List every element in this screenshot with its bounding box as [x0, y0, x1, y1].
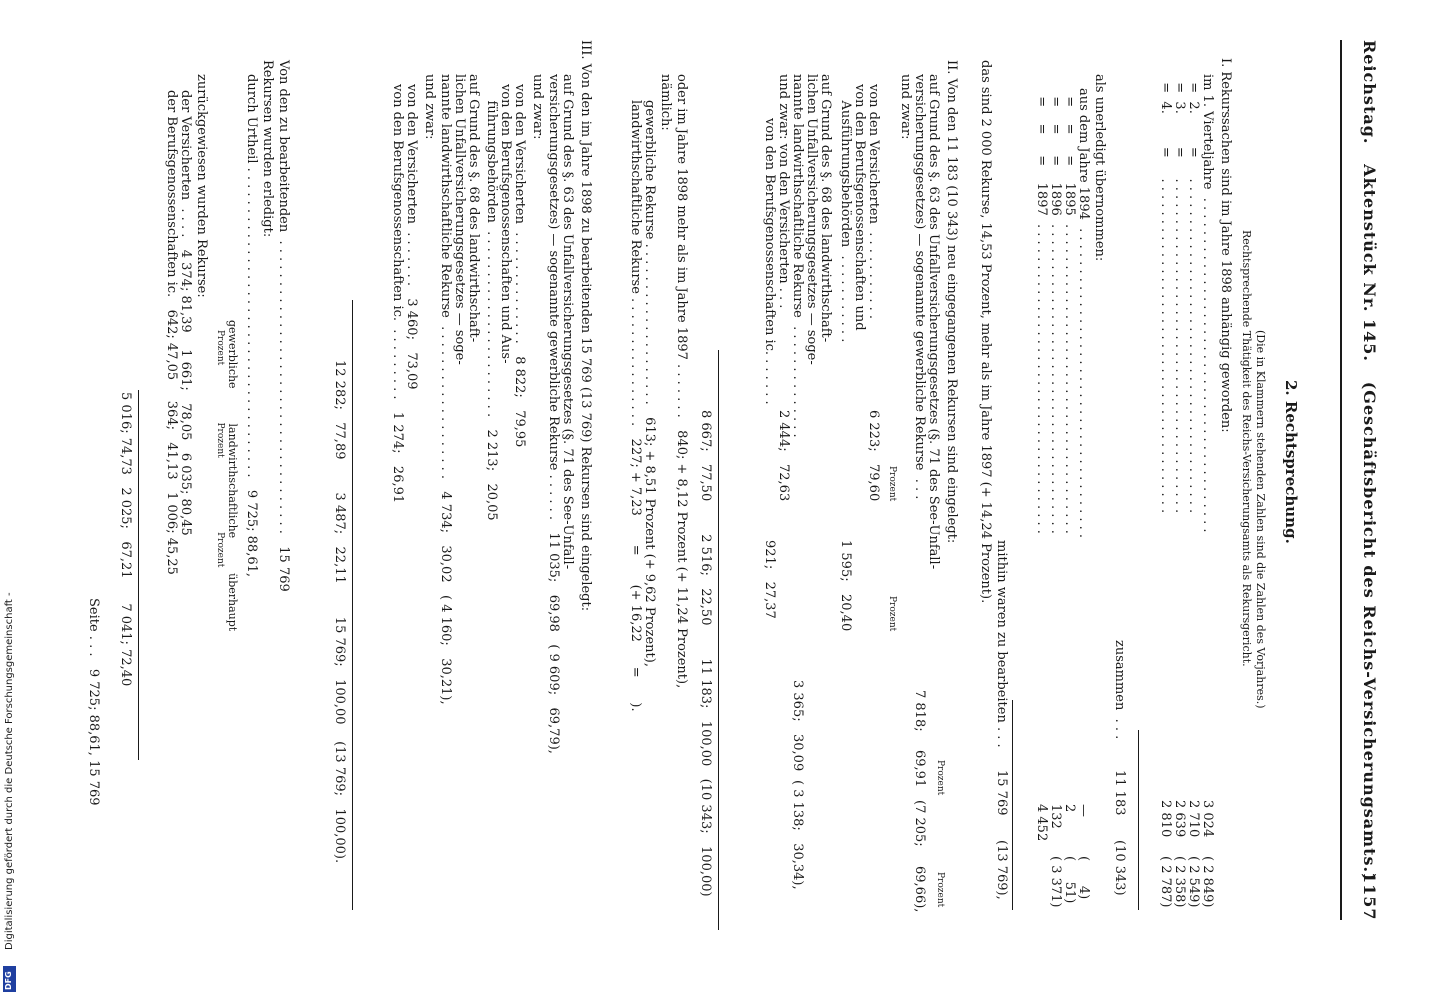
- part2-prozent-label: Prozent: [935, 872, 945, 908]
- part1-row-prev: ( 2 787): [1158, 856, 1173, 908]
- part3-line: lichen Unfallversicherungsgesetzes — soge-: [452, 74, 467, 365]
- part2-namlich: nämlich:: [658, 74, 673, 131]
- part3-intro: III. Von den im Jahre 1898 zu bearbeitenden 15 769 (13 769) Rekursen sind eingelegt:: [578, 40, 593, 612]
- part4-line: durch Urtheil . . . . . . . . . . . . . . . . . . . . . . . . . . . . . . . . . . . . . . 9 725; 88,61,: [244, 74, 259, 578]
- part2-gewerbliche: gewerbliche Rekurse . . . . . . . . . . . . . . . . . . . . 613; + 8,51 Prozent (+ 9,62 Prozent),: [642, 100, 657, 667]
- part2-value: 1 595; 20,40: [838, 540, 853, 632]
- part2-intro: II. Von den 11 183 (10 343) neu eingegangenen Rekursen sind eingelegt:: [944, 60, 959, 544]
- section-title: 2. Rechtsprechung.: [1282, 380, 1300, 544]
- part1-row-value: 2 639: [1172, 800, 1187, 838]
- part1-row: = 2. = . . . . . . . . . . . . . . . . . . . . . . . . . . . . . . . . . . . . . . . . .: [1186, 74, 1201, 514]
- part1-zusammen-prev: (10 343): [1112, 840, 1127, 896]
- part2-a-prev-pct: 69,66),: [912, 866, 927, 913]
- part4-seite: Seite . . . 9 725; 88,61, 15 769: [86, 598, 101, 806]
- sum-rule: [138, 390, 139, 760]
- part2-prozent-label: Prozent: [935, 760, 945, 796]
- sum-rule: [1138, 730, 1139, 910]
- section-subtitle: Rechtsprechende Thätigkeit des Reichs-Versicherungsamts als Rekursgericht.: [1240, 230, 1253, 667]
- part1-row: = 3. = . . . . . . . . . . . . . . . . . . . . . . . . . . . . . . . . . . . . . . . . .: [1172, 74, 1187, 514]
- part1-carry-row: = = = 1895 . . . . . . . . . . . . . . . . . . . . . . . . . . . . . . . . . . . . . .: [1062, 88, 1077, 534]
- part1-row-prev: ( 2 849): [1200, 856, 1215, 908]
- part2-value: 921; 27,37: [762, 540, 777, 619]
- part2-line: auf Grund des §. 68 des landwirthschaft-: [818, 74, 833, 343]
- part2-a-pct: 69,91: [912, 750, 927, 788]
- part2-und-zwar: und zwar:: [898, 74, 913, 140]
- part3-sum: 12 282; 77,89 3 487; 22,11 15 769; 100,00 (13 769; 100,00).: [332, 360, 347, 864]
- part4-column-pct: Prozent Prozent Prozent: [215, 330, 225, 568]
- part2-line: lichen Unfallversicherungsgesetzes — soge-: [804, 74, 819, 365]
- part1-carry-row: = = = 1896 . . . . . . . . . . . . . . . . . . . . . . . . . . . . . . . . . . . . . .: [1048, 88, 1063, 534]
- part4-line: Von den zu bearbeitenden . . . . . . . . . . . . . . . . . . . . . . . . . . . . . . . . . . . . 15 769: [276, 60, 291, 592]
- part1-carry-value: 2: [1062, 804, 1077, 813]
- part1-mithin-value: 15 769: [994, 770, 1009, 816]
- part1-row: = 4. = . . . . . . . . . . . . . . . . . . . . . . . . . . . . . . . . . . . . . . . . .: [1158, 74, 1173, 514]
- header-rule: [1340, 40, 1342, 920]
- part3-line: von den Berufsgenossenschaften ic. . . . . . . . . . 1 274; 26,91: [390, 84, 405, 504]
- part2-sum: 8 667; 77,50 2 516; 22,50 11 183; 100,00 (10 343; 100,00): [698, 410, 713, 897]
- part1-das-sind: das sind 2 000 Rekurse, 14,53 Prozent, mehr als im Jahre 1897 (+ 14,24 Prozent).: [978, 60, 993, 604]
- part1-carry-prev: ( 3 371): [1048, 856, 1063, 908]
- part1-row: im 1. Vierteljahre . . . . . . . . . . . . . . . . . . . . . . . . . . . . . . . . . . . . . . . . .: [1200, 74, 1215, 533]
- part2-line: von den Versicherten . . . . . . . . . . .: [866, 84, 881, 320]
- part1-zusammen-label: zusammen . . .: [1112, 640, 1127, 740]
- part3-und-zwar: und zwar:: [422, 74, 437, 140]
- part2-prozent-label: Prozent: [887, 466, 897, 502]
- part1-carry-prev: ( 51): [1062, 856, 1077, 904]
- part2-prev: ( 3 138; 30,34),: [790, 780, 805, 890]
- part4-line: zurückgewiesen wurden Rekurse:: [194, 74, 209, 298]
- part2-value: 2 444; 72,63: [776, 410, 791, 502]
- part4-sum: 5 016; 74,73 2 025; 67,21 7 041; 72,40: [118, 392, 133, 687]
- part1-carry-value: 132: [1048, 804, 1063, 829]
- dfg-logo: [3, 966, 16, 992]
- digitization-note: Digitalisierung gefördert durch die Deutsche Forschungsgemeinschaft -: [4, 592, 15, 950]
- part1-carry-row: = = = 1897 . . . . . . . . . . . . . . . . . . . . . . . . . . . . . . . . . . . . . .: [1034, 88, 1049, 534]
- part1-carry-intro: als unerledigt übernommen:: [1092, 74, 1107, 262]
- part1-carry-value: 4 452: [1034, 804, 1049, 842]
- part1-row-prev: ( 2 549): [1186, 856, 1201, 908]
- part1-row-prev: ( 2 358): [1172, 856, 1187, 908]
- page-header: Reichstag. Aktenstück Nr. 145. (Geschäftsbericht des Reichs-Versicherungsamts.): [1360, 40, 1379, 882]
- part4-line: der Versicherten . . . . 4 374; 81,39 1 661; 78,05 6 035; 80,45: [178, 90, 193, 536]
- part1-mithin-prev: (13 769),: [994, 840, 1009, 900]
- part3-line: auf Grund des §. 63 des Unfallversicherungsgesetzes (§. 71 des See-Unfall-: [560, 74, 575, 570]
- section-note: (Die in Klammern stehenden Zahlen sind die Zahlen des Vorjahres.): [1254, 330, 1267, 709]
- part2-oder: oder im Jahre 1898 mehr als im Jahre 1897 . . . . . . . 840; + 8,12 Prozent (+ 11,24 Prozent),: [674, 74, 689, 689]
- sum-rule: [352, 300, 353, 910]
- part1-intro: I. Rekurssachen sind im Jahre 1898 anhängig geworden:: [1218, 58, 1233, 433]
- part1-row-value: 3 024: [1200, 800, 1215, 838]
- part3-line: von den Versicherten . . . . . . . . . . . . . . 8 822; 79,95: [512, 84, 527, 448]
- part3-line: von den Berufsgenossenschaften und Aus-: [498, 84, 513, 364]
- part3-line: auf Grund des §. 68 des landwirthschaft-: [466, 74, 481, 343]
- page-number: 1157: [1360, 872, 1379, 921]
- part3-line: nannte landwirthschaftliche Rekurse . . . . . . . . . . . . . . . . . . . 4 734; 30,02 ( 4 160; 30,21),: [438, 74, 453, 705]
- part2-line: von den Berufsgenossenschaften und: [852, 84, 867, 331]
- dfg-logo-text: DFG: [4, 971, 13, 990]
- part3-line: von den Versicherten . . . . . . . 3 460; 73,09: [404, 84, 419, 390]
- part2-a-value: 7 818;: [912, 690, 927, 732]
- sum-rule: [1012, 700, 1013, 910]
- sum-rule: [718, 350, 719, 930]
- part2-line: versicherungsgesetzes) — sogenannte gewerbliche Rekurse . . .: [912, 74, 927, 500]
- part3-line: versicherungsgesetzes) — sogenannte gewerbliche Rekurse . . . . . . 11 035; 69,98 ( 9 609; 69,79),: [546, 74, 561, 754]
- part2-line: von den Berufsgenossenschaften ic. . . . . . .: [762, 118, 777, 405]
- part1-row-value: 2 710: [1186, 800, 1201, 838]
- part2-value: 3 365; 30,09: [790, 680, 805, 772]
- part2-line: Ausführungsbehörden . . . . . . . . . . .: [838, 84, 853, 343]
- part1-carry-row: aus dem Jahre 1894 . . . . . . . . . . . . . . . . . . . . . . . . . . . . . . . . . . . . . .: [1076, 88, 1091, 539]
- part2-line: nannte landwirthschaftliche Rekurse . . . . . . . . . . . . . .: [790, 74, 805, 438]
- part4-column-heads: gewerbliche landwirthschaftliche überhaupt: [226, 320, 239, 632]
- part2-value: 6 223; 79,60: [866, 410, 881, 502]
- part1-mithin-label: mithin waren zu bearbeiten . . .: [994, 540, 1009, 748]
- part3-und-zwar: und zwar:: [530, 74, 545, 140]
- part2-landwirthschaftliche: landwirthschaftliche Rekurse . . . . . . . . . . . . . . . . 227; + 7,23 = (+ 16,22 = ).: [628, 100, 643, 712]
- part1-zusammen-value: 11 183: [1112, 770, 1127, 816]
- part2-a-prev: (7 205;: [912, 800, 927, 847]
- part2-prozent-label: Prozent: [887, 596, 897, 632]
- part2-line: und zwar: von den Versicherten . . .: [776, 74, 791, 309]
- part1-carry-value: —: [1076, 804, 1091, 817]
- part2-line: auf Grund des §. 63 des Unfallversicherungsgesetzes (§. 71 des See-Unfall-: [926, 74, 941, 570]
- part3-line: führungsbehörden . . . . . . . . . . . . . . . . . . . . . . . 2 213; 20,05: [484, 84, 499, 521]
- part4-line: der Berufsgenossenschaften ic. 642; 47,05 364; 41,13 1 006; 45,25: [164, 90, 179, 575]
- part1-carry-prev: ( 4): [1076, 856, 1091, 900]
- part1-row-value: 2 810: [1158, 800, 1173, 838]
- part4-line: Rekursen wurden erledigt:: [260, 60, 275, 238]
